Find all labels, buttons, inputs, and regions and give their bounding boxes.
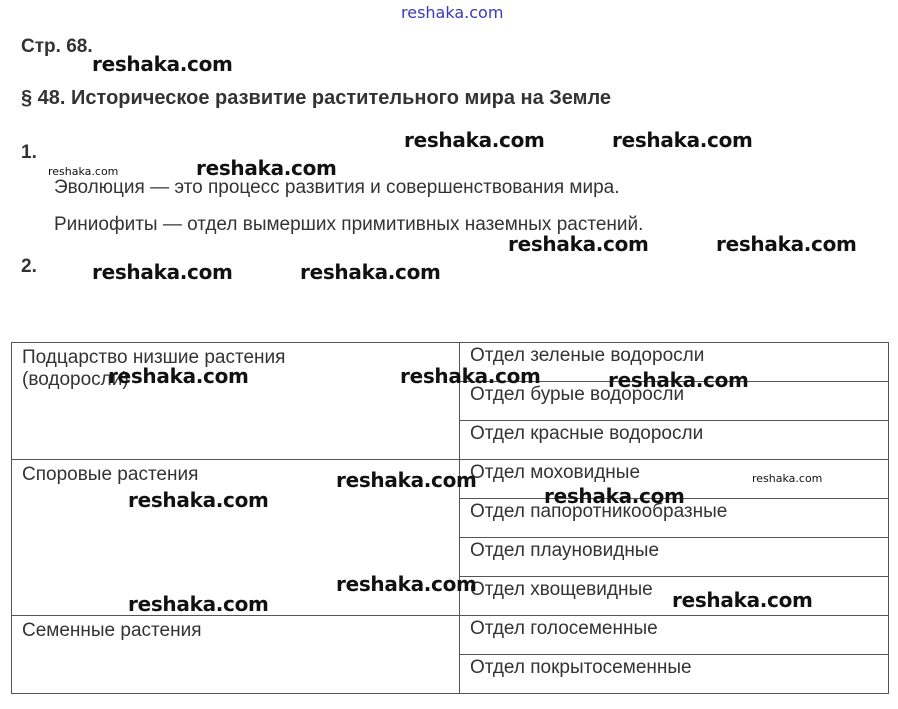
watermark: reshaka.com <box>544 484 685 508</box>
table-row <box>12 616 889 655</box>
watermark: reshaka.com <box>48 165 119 178</box>
division-cell: Отдел голосеменные <box>460 616 889 655</box>
watermark: reshaka.com <box>612 128 753 152</box>
page-number: Стр. 68. <box>21 36 93 57</box>
definition-evolution: Эволюция — это процесс развития и совершенствования мира. <box>54 177 620 198</box>
group-label: Подцарство низшие растения <box>22 347 286 368</box>
division-cell: Отдел красные водоросли <box>460 421 889 460</box>
definition-rhyniophyta: Риниофиты — отдел вымерших примитивных наземных растений. <box>54 214 644 235</box>
division-cell: Отдел папоротникообразные <box>460 499 889 538</box>
watermark: reshaka.com <box>92 52 233 76</box>
section-title: § 48. Историческое развитие растительного мира на Земле <box>21 87 612 109</box>
division-cell: Отдел плауновидные <box>460 538 889 577</box>
watermark[interactable]: reshaka.com <box>401 3 504 22</box>
watermark: reshaka.com <box>300 260 441 284</box>
watermark: reshaka.com <box>608 368 749 392</box>
division-cell: Отдел хвощевидные <box>460 577 889 616</box>
watermark: reshaka.com <box>336 468 477 492</box>
group-label: Семенные растения <box>22 620 202 641</box>
group-lower-plants <box>12 343 460 460</box>
watermark: reshaka.com <box>752 472 823 485</box>
plant-classification-table <box>11 342 889 694</box>
watermark: reshaka.com <box>92 260 233 284</box>
group-label: Споровые растения <box>22 464 199 485</box>
watermark: reshaka.com <box>404 128 545 152</box>
division-cell: Отдел моховидные <box>460 460 889 499</box>
group-label-continued: (водоросли) <box>22 369 129 390</box>
task-number-2: 2. <box>21 256 37 277</box>
division-cell: Отдел бурые водоросли <box>460 382 889 421</box>
watermark: reshaka.com <box>508 232 649 256</box>
watermark: reshaka.com <box>400 364 541 388</box>
watermark: reshaka.com <box>128 488 269 512</box>
watermark: reshaka.com <box>672 588 813 612</box>
division-cell: Отдел зеленые водоросли <box>460 343 889 382</box>
watermark: reshaka.com <box>196 156 337 180</box>
watermark: reshaka.com <box>108 364 249 388</box>
watermark: reshaka.com <box>336 572 477 596</box>
division-cell: Отдел покрытосеменные <box>460 655 889 694</box>
watermark: reshaka.com <box>716 232 857 256</box>
watermark: reshaka.com <box>128 592 269 616</box>
task-number-1: 1. <box>21 142 37 163</box>
group-seed-plants <box>12 616 460 694</box>
